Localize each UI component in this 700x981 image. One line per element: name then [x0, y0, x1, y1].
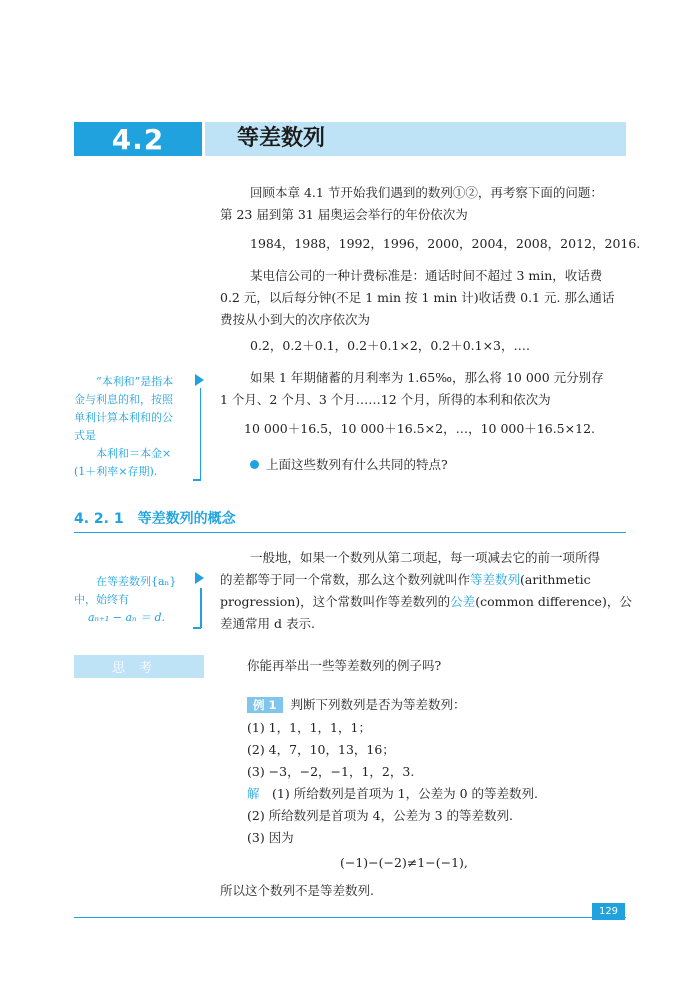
intro-p3-line2: 1 个月、2 个月、3 个月……12 个月，所得的本利和依次为 — [220, 392, 551, 407]
def-line3-b: (common difference)，公 — [475, 594, 632, 609]
conclusion: 所以这个数列不是等差数列. — [220, 883, 374, 898]
solution-label: 解 — [247, 786, 260, 801]
side-note-definition — [74, 573, 200, 627]
solution-line1 — [247, 783, 538, 805]
def-line3-a: progression)，这个常数叫作等差数列的 — [220, 594, 451, 609]
intro-p3-line1: 如果 1 年期储蓄的月利率为 1.65‰，那么将 10 000 元分别存 — [250, 370, 604, 385]
note1-line2: 金与利息的和，按照 — [74, 393, 173, 406]
intro-p2-line3: 费按从小到大的次序依次为 — [220, 312, 371, 327]
def-line3 — [220, 591, 632, 613]
solution-1: (1) 所给数列是首项为 1，公差为 0 的等差数列. — [272, 786, 539, 801]
note1-bracket — [200, 388, 201, 481]
example-label: 例 1 — [247, 697, 283, 713]
example1-item1: (1) 1，1，1，1，1； — [247, 720, 371, 735]
note1-line6: (1＋利率×存期). — [74, 465, 158, 478]
question-text: 上面这些数列有什么共同的特点? — [266, 457, 448, 472]
note2-bracket — [200, 588, 202, 628]
intro-p1-line1: 回顾本章 4.1 节开始我们遇到的数列①②，再考察下面的问题： — [250, 185, 603, 200]
example1-prompt: 判断下列数列是否为等差数列： — [290, 697, 466, 712]
intro-p2-line2: 0.2 元，以后每分钟(不足 1 min 按 1 min 计)收话费 0.1 元. 那么通话 — [220, 290, 615, 305]
page-number: 129 — [592, 903, 625, 920]
intro-p2-line1: 某电信公司的一种计费标准是：通话时间不超过 3 min，收话费 — [250, 268, 603, 283]
example1-item3: (3) −3，−2，−1，1，2，3. — [247, 764, 415, 779]
note2-line3: aₙ₊₁ − aₙ ＝ d. — [88, 611, 165, 624]
years-list: 1984，1988，1992，1996，2000，2004，2008，2012，2016. — [250, 236, 641, 251]
sums-list: 10 000＋16.5，10 000＋16.5×2，…，10 000＋16.5×12. — [244, 421, 595, 436]
def-line2-b: (arithmetic — [520, 572, 591, 587]
think-text: 你能再举出一些等差数列的例子吗? — [247, 658, 442, 673]
note2-line2: 中，始终有 — [74, 593, 129, 606]
formula: (−1)−(−2)≠1−(−1), — [340, 855, 468, 870]
note2-line1: 在等差数列{aₙ} — [96, 575, 177, 588]
note1-line4: 式是 — [74, 429, 96, 442]
def-line2-a: 的差都等于同一个常数，那么这个数列就叫作 — [220, 572, 471, 587]
note1-bracket-foot — [193, 479, 201, 481]
subsection-rule — [74, 532, 626, 533]
section-title: 等差数列 — [237, 126, 326, 151]
example1-header — [247, 694, 466, 716]
def-line2 — [220, 569, 591, 591]
think-label: 思考 — [74, 655, 204, 678]
note2-arrow-icon — [195, 572, 204, 584]
note2-bracket-foot — [193, 627, 201, 629]
solution-2: (2) 所给数列是首项为 4，公差为 3 的等差数列. — [247, 808, 513, 823]
note1-line3: 单利计算本利和的公 — [74, 411, 173, 424]
def-line4: 差通常用 d 表示. — [220, 616, 315, 631]
footer-rule — [74, 917, 626, 918]
def-line1: 一般地，如果一个数列从第二项起，每一项减去它的前一项所得 — [250, 550, 601, 565]
note1-line1: “本利和”是指本 — [96, 375, 174, 388]
example1-item2: (2) 4，7，10，13，16； — [247, 742, 395, 757]
side-note-interest — [74, 373, 200, 481]
section-number: 4.2 — [74, 122, 202, 156]
term-arithmetic-sequence: 等差数列 — [470, 572, 521, 587]
note1-line5: 本利和＝本金× — [96, 447, 172, 460]
subsection-title: 4. 2. 1 等差数列的概念 — [74, 511, 236, 527]
note1-arrow-icon — [195, 374, 204, 386]
solution-3: (3) 因为 — [247, 830, 294, 845]
question — [250, 454, 448, 476]
term-common-difference: 公差 — [450, 594, 476, 609]
bullet-icon — [250, 460, 259, 469]
fees-list: 0.2，0.2＋0.1，0.2＋0.1×2，0.2＋0.1×3，…. — [250, 338, 530, 353]
intro-p1-line2: 第 23 届到第 31 届奥运会举行的年份依次为 — [220, 207, 468, 222]
